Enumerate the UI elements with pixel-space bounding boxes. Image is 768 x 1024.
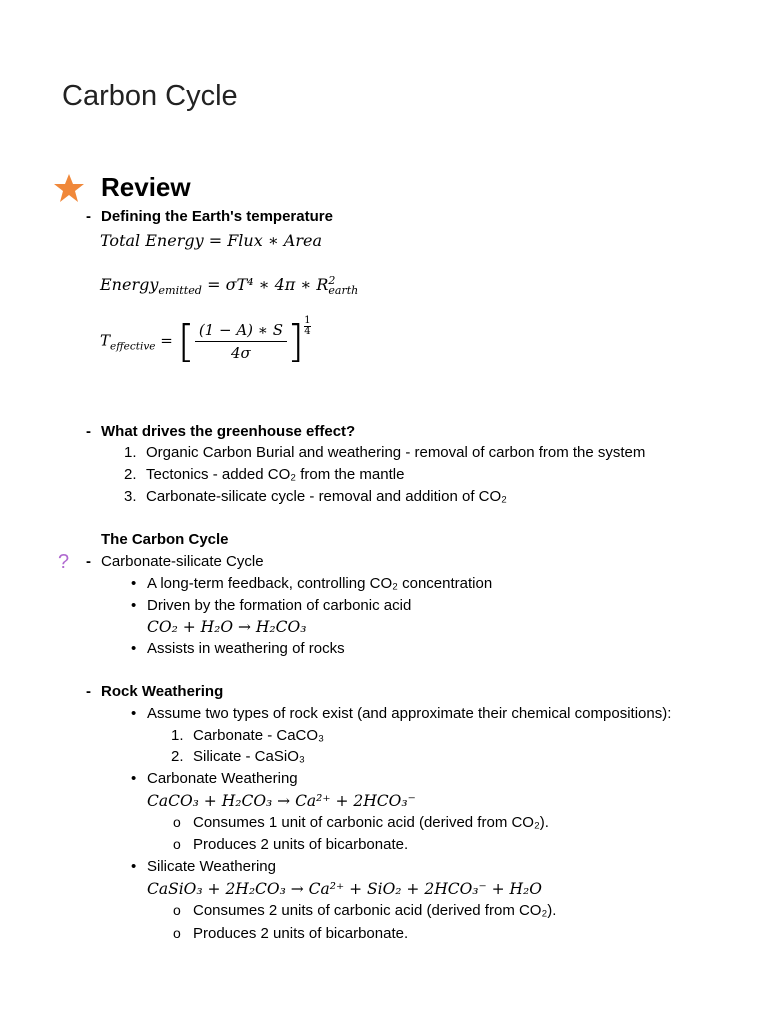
eq-emitted-rhs: = σT⁴ ∗ 4π ∗ R <box>207 275 329 294</box>
eq-emitted-sub: emitted <box>158 284 202 298</box>
driver-3: Carbonate-silicate cycle - removal and addition of CO₂ <box>146 488 507 505</box>
equation-silicate-weathering: CaSiO₃ + 2H₂CO₃ → Ca²⁺ + SiO₂ + 2HCO₃⁻ + H₂O <box>147 880 542 898</box>
equation-carbonic-acid: CO₂ + H₂O → H₂CO₃ <box>147 618 307 636</box>
list-item: • Assists in weathering of rocks <box>131 640 345 657</box>
equation-t-effective <box>100 316 311 367</box>
list-item: • Assume two types of rock exist (and approximate their chemical compositions): <box>131 705 672 722</box>
equation-energy-emitted <box>100 275 358 297</box>
eq-teff-exponent <box>304 316 310 337</box>
silicate-point-2: Produces 2 units of bicarbonate. <box>193 925 409 942</box>
carbonate-point-2: Produces 2 units of bicarbonate. <box>193 836 409 853</box>
eq-teff-sub: effective <box>110 340 156 353</box>
review-item-temperature: Defining the Earth's temperature <box>101 208 333 225</box>
list-item: 2. Silicate - CaSiO₃ <box>171 748 305 765</box>
star-icon <box>53 172 85 204</box>
eq-teff-exp-den: 4 <box>304 326 311 337</box>
list-item: o Consumes 1 unit of carbonic acid (derived from CO₂). <box>173 814 549 831</box>
silicate-weathering-label: Silicate Weathering <box>147 858 276 875</box>
list-dash: - <box>86 553 91 570</box>
eq-emitted-rsub: earth <box>328 283 359 297</box>
list-dash: - <box>86 208 91 225</box>
list-dash: - <box>86 423 91 440</box>
cycle-bullet-1: A long-term feedback, controlling CO₂ concentration <box>147 575 493 592</box>
list-item: 1. Organic Carbon Burial and weathering - removal of carbon from the system <box>124 444 646 461</box>
list-item: 1. Carbonate - CaCO₃ <box>171 727 325 744</box>
carbon-cycle-heading: The Carbon Cycle <box>101 531 229 548</box>
silicate-point-1: Consumes 2 units of carbonic acid (derived from CO₂). <box>193 902 557 919</box>
list-dash: - <box>86 683 91 700</box>
cycle-bullet-2: Driven by the formation of carbonic acid <box>147 597 412 614</box>
list-item: o Consumes 2 units of carbonic acid (derived from CO₂). <box>173 902 557 919</box>
rock-type-carbonate: Carbonate - CaCO₃ <box>193 727 325 744</box>
eq-teff-lhs: T <box>100 331 111 350</box>
assume-text: Assume two types of rock exist (and approximate their chemical compositions): <box>147 705 672 722</box>
eq-teff-eq: = <box>160 331 173 350</box>
list-item: • A long-term feedback, controlling CO₂ concentration <box>131 575 493 592</box>
list-item: o Produces 2 units of bicarbonate. <box>173 925 409 942</box>
list-item: 2. Tectonics - added CO₂ from the mantle <box>124 466 405 483</box>
eq-teff-numerator: (1 − A) ∗ S <box>195 321 287 342</box>
rock-weathering-heading: Rock Weathering <box>101 683 224 700</box>
eq-teff-denominator: 4σ <box>231 344 251 362</box>
carbonate-point-1: Consumes 1 unit of carbonic acid (derived from CO₂). <box>193 814 549 831</box>
rock-type-silicate: Silicate - CaSiO₃ <box>193 748 305 765</box>
bracket-left: [ <box>177 316 195 367</box>
list-item: • Carbonate Weathering <box>131 770 298 787</box>
review-item-greenhouse: What drives the greenhouse effect? <box>101 423 356 440</box>
driver-2: Tectonics - added CO₂ from the mantle <box>146 466 405 483</box>
eq-teff-fraction <box>195 321 287 362</box>
list-item: • Driven by the formation of carbonic acid <box>131 597 412 614</box>
question-mark-icon: ? <box>58 551 70 573</box>
equation-total-energy: Total Energy = Flux ∗ Area <box>100 231 322 250</box>
page-title: Carbon Cycle <box>62 80 238 112</box>
eq-teff-exp-num: 1 <box>304 315 311 326</box>
equation-carbonate-weathering: CaCO₃ + H₂CO₃ → Ca²⁺ + 2HCO₃⁻ <box>147 792 416 810</box>
eq-emitted-sup: 2 <box>328 273 336 287</box>
carbonate-silicate-cycle-label: Carbonate-silicate Cycle <box>101 553 264 570</box>
review-heading: Review <box>101 172 191 202</box>
eq-emitted-lhs: Energy <box>100 275 159 294</box>
list-item: • Silicate Weathering <box>131 858 276 875</box>
cycle-bullet-3: Assists in weathering of rocks <box>147 640 345 657</box>
list-item: 3. Carbonate-silicate cycle - removal and addition of CO₂ <box>124 488 507 505</box>
driver-1: Organic Carbon Burial and weathering - removal of carbon from the system <box>146 444 646 461</box>
bracket-right: ] <box>287 316 305 367</box>
list-item: o Produces 2 units of bicarbonate. <box>173 836 409 853</box>
carbonate-weathering-label: Carbonate Weathering <box>147 770 298 787</box>
